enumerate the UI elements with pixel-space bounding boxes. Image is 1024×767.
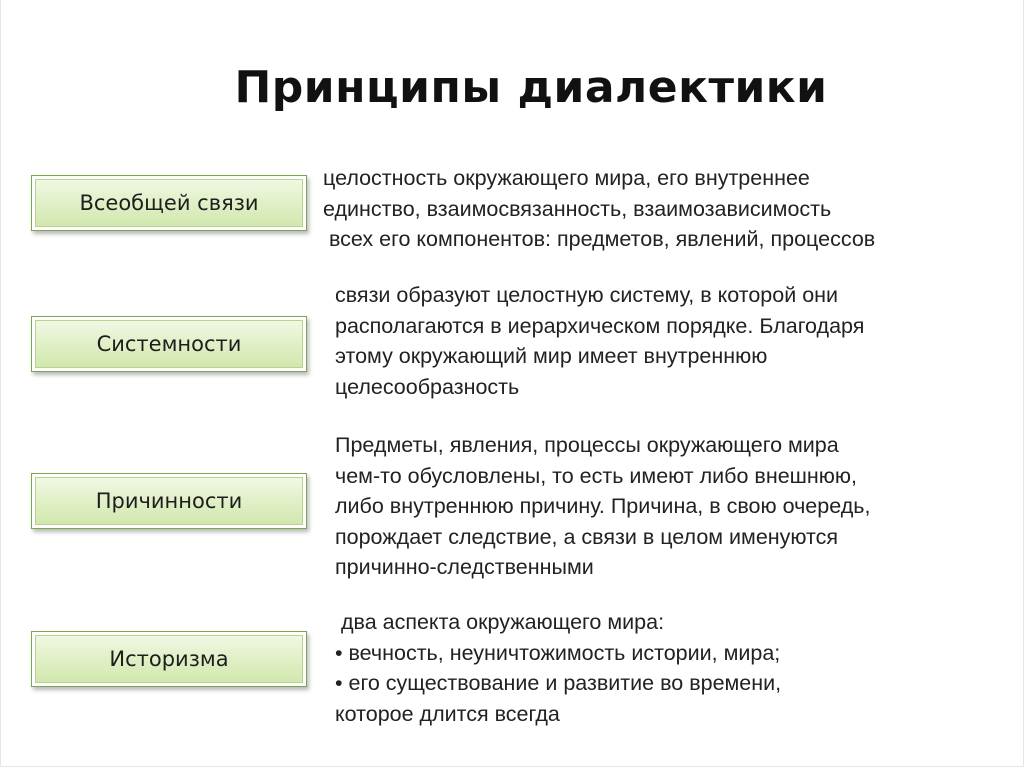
principle-box-causality — [31, 473, 307, 529]
principle-description — [335, 430, 870, 583]
description-line: чем-то обусловлены, то есть имеют либо внешнюю, — [335, 463, 858, 488]
description-line: • его существование и развитие во времени, — [335, 671, 782, 695]
description-line: два аспекта окружающего мира: — [335, 610, 665, 634]
description-line: которое длится всегда — [335, 701, 560, 726]
description-line: порождает следствие, а связи в целом именуются — [335, 524, 839, 549]
description-line: располагаются в иерархическом порядке. Благодаря — [335, 313, 865, 338]
principle-description — [335, 280, 864, 402]
principle-box-historicism — [31, 631, 307, 687]
principle-description — [323, 163, 875, 255]
principle-label: Причинности — [95, 489, 243, 513]
principle-description — [335, 607, 781, 729]
principle-label: Историзма — [109, 647, 229, 671]
description-line: • вечность, неуничтожимость истории, мира; — [335, 640, 781, 665]
description-line: единство, взаимосвязанность, взаимозависимость — [323, 196, 832, 221]
principle-box-universal-connection — [31, 175, 307, 231]
description-line: этому окружающий мир имеет внутреннюю — [335, 344, 768, 368]
principle-label: Всеобщей связи — [79, 191, 259, 215]
description-line: либо внутреннюю причину. Причина, в свою очередь, — [335, 494, 871, 518]
slide-title: Принципы диалектики — [234, 62, 828, 113]
description-line: связи образуют целостную систему, в которой они — [335, 283, 839, 307]
description-line: всех его компонентов: предметов, явлений, процессов — [323, 227, 876, 251]
description-line: причинно-следственными — [335, 555, 594, 579]
description-line: Предметы, явления, процессы окружающего мира — [335, 433, 839, 457]
principle-box-systemicity — [31, 316, 307, 372]
description-line: целостность окружающего мира, его внутреннее — [323, 166, 810, 190]
description-line: целесообразность — [335, 374, 520, 399]
principle-label: Системности — [96, 332, 242, 356]
